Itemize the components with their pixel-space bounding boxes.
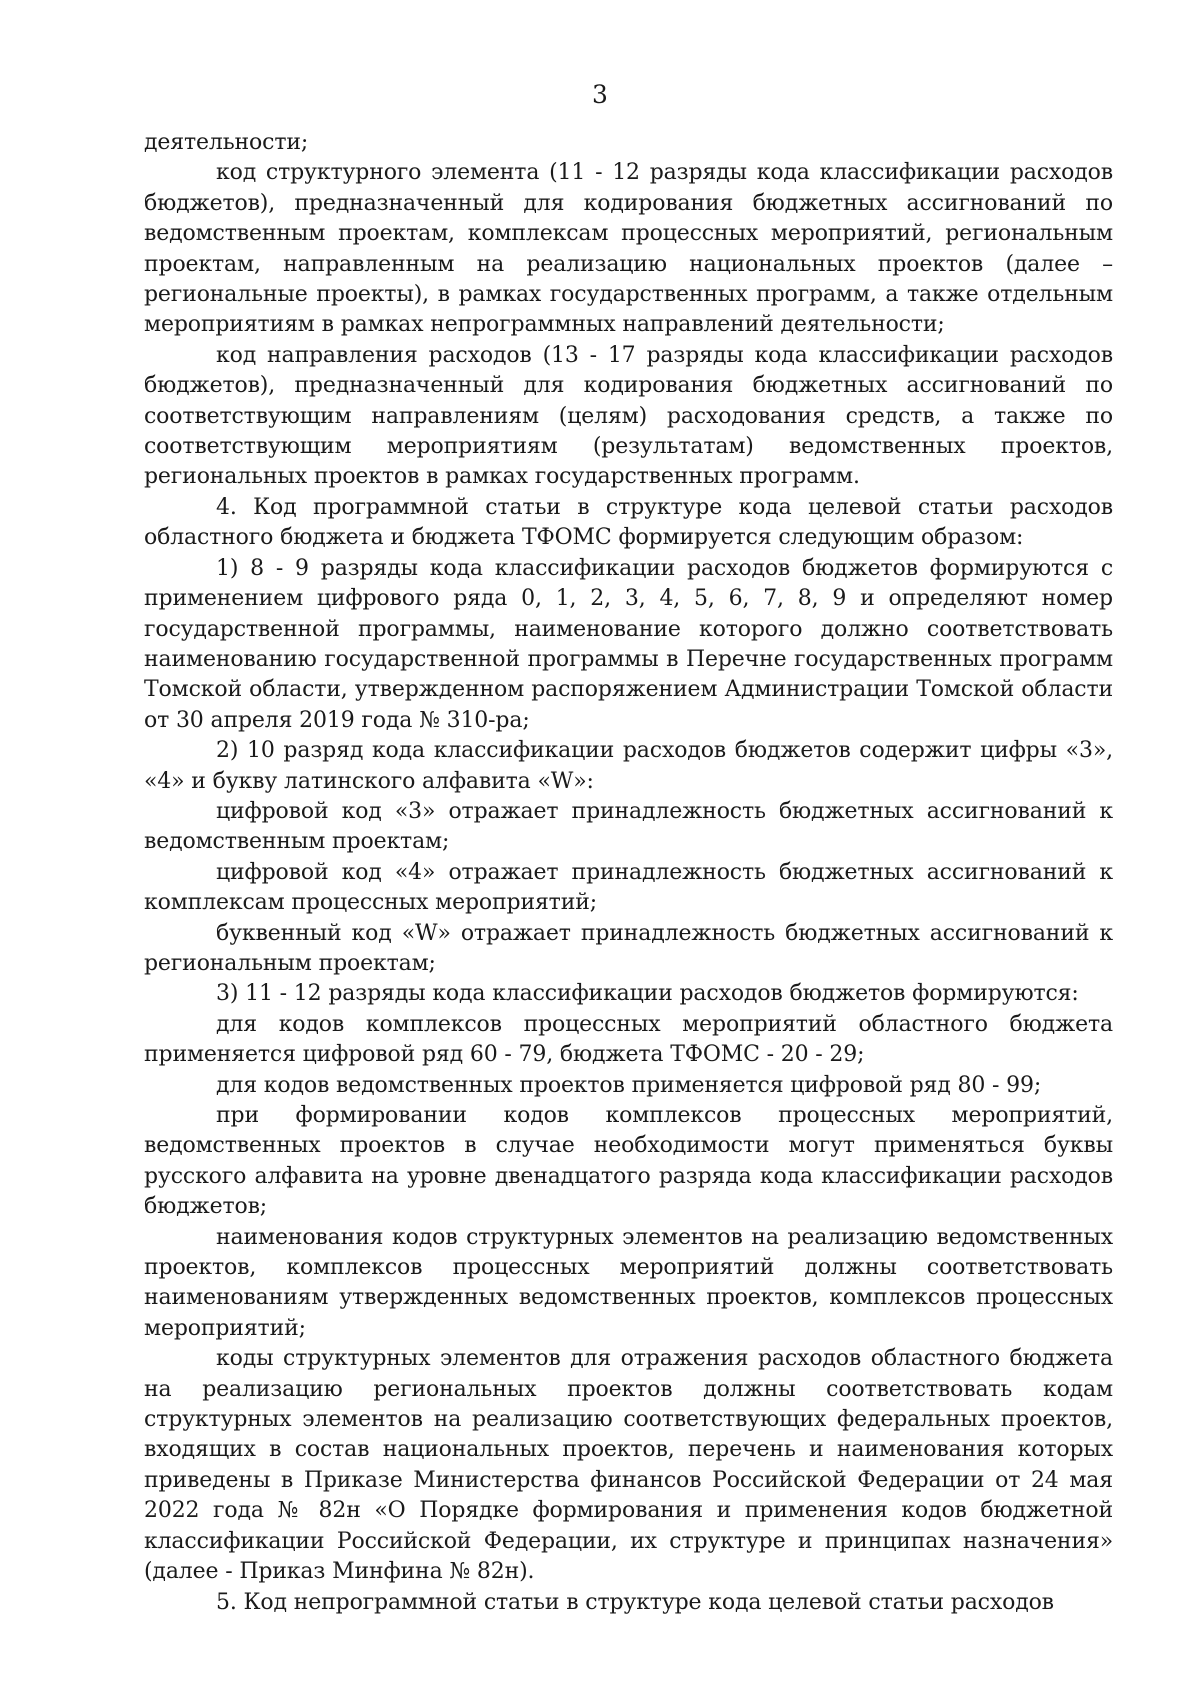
paragraph: для кодов ведомственных проектов применяется цифровой ряд 80 - 99; [216, 1072, 1042, 1098]
paragraph: при формировании кодов комплексов процессных мероприятий, ведомственных проектов в случае необходимости могут применяться буквы русского алфавита на уровне двенадцатого разряда кода классификации расходов бюджетов; [144, 1103, 1113, 1220]
paragraph: коды структурных элементов для отражения расходов областного бюджета на реализацию региональных проектов должны соответствовать кодам структурных элементов на реализацию соответствующих федеральных проектов, входящих в состав национальных проектов, перечень и наименования которых приведены в Приказе Министерства финансов Российской Федерации от 24 мая 2022 года № 82н «О Порядке формирования и применения кодов бюджетной классификации Российской Федерации, их структуре и принципах назначения» (далее - Приказ Минфина № 82н). [144, 1346, 1113, 1585]
paragraph: 1) 8 - 9 разряды кода классификации расходов бюджетов формируются с применением цифрового ряда 0, 1, 2, 3, 4, 5, 6, 7, 8, 9 и определяют номер государственной программы, наименование которого должно соответствовать наименованию государственной программы в Перечне государственных программ Томской области, утвержденном распоряжением Администрации Томской области от 30 апреля 2019 года № 310-ра; [144, 555, 1113, 733]
page-number: 3 [592, 80, 608, 109]
paragraph: код направления расходов (13 - 17 разряды кода классификации расходов бюджетов), предназначенный для кодирования бюджетных ассигнований по соответствующим направлениям (целям) расходования средств, а также по соответствующим мероприятиям (результатам) ведомственных проектов, региональных проектов в рамках государственных программ. [144, 342, 1113, 490]
document-body [144, 128, 1113, 1618]
paragraph: 5. Код непрограммной статьи в структуре кода целевой статьи расходов [216, 1589, 1054, 1615]
paragraph: буквенный код «W» отражает принадлежность бюджетных ассигнований к региональным проектам; [144, 920, 1113, 976]
paragraph: для кодов комплексов процессных мероприятий областного бюджета применяется цифровой ряд 60 - 79, бюджета ТФОМС - 20 - 29; [144, 1011, 1113, 1068]
paragraph: цифровой код «3» отражает принадлежность бюджетных ассигнований к ведомственным проектам; [144, 798, 1113, 855]
paragraph: код структурного элемента (11 - 12 разряды кода классификации расходов бюджетов), предназначенный для кодирования бюджетных ассигнований по ведомственным проектам, комплексам процессных мероприятий, региональным проектам, направленным на реализацию национальных проектов (далее – региональные проекты), в рамках государственных программ, а также отдельным мероприятиям в рамках непрограммных направлений деятельности; [144, 160, 1113, 338]
paragraph: 3) 11 - 12 разряды кода классификации расходов бюджетов формируются: [216, 981, 1079, 1007]
paragraph: цифровой код «4» отражает принадлежность бюджетных ассигнований к комплексам процессных мероприятий; [144, 859, 1113, 916]
paragraph: наименования кодов структурных элементов на реализацию ведомственных проектов, комплексов процессных мероприятий должны соответствовать наименованиям утвержденных ведомственных проектов, комплексов процессных мероприятий; [144, 1224, 1113, 1341]
paragraph: 2) 10 разряд кода классификации расходов бюджетов содержит цифры «3», «4» и букву латинского алфавита «W»: [144, 738, 1113, 794]
paragraph: деятельности; [144, 130, 309, 155]
paragraph: 4. Код программной статьи в структуре кода целевой статьи расходов областного бюджета и бюджета ТФОМС формируется следующим образом: [144, 494, 1113, 551]
